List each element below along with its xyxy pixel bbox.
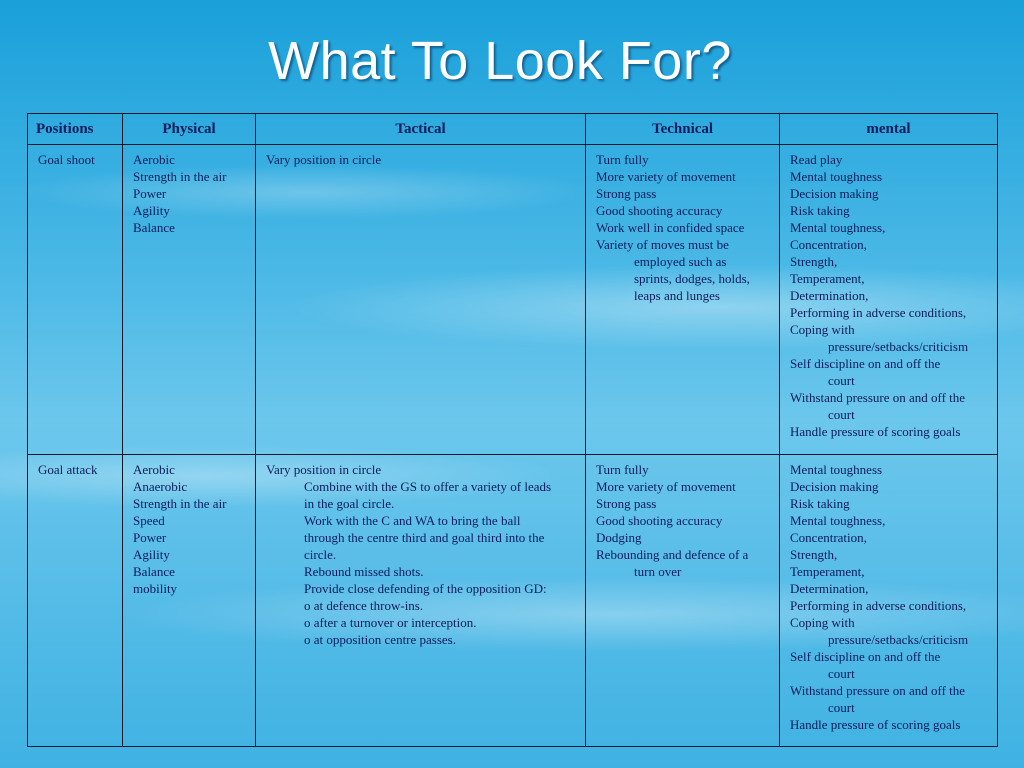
position-cell: Goal attack: [28, 455, 123, 747]
cell-line: Withstand pressure on and off the: [790, 390, 966, 405]
cell-line: court: [828, 407, 855, 422]
table-body: [28, 145, 998, 747]
cell-line: Mental toughness: [790, 169, 883, 184]
cell-line: Dodging: [596, 530, 642, 545]
cell-line: o at opposition centre passes.: [304, 632, 456, 647]
cell-line: Turn fully: [596, 152, 649, 167]
cell-line: Work with the C and WA to bring the ball: [304, 513, 521, 528]
cell-line: Decision making: [790, 186, 879, 201]
cell-line: court: [828, 666, 855, 681]
cell-line: Agility: [133, 547, 170, 562]
slide-title: What To Look For?: [268, 31, 732, 91]
cell-line: Aerobic: [133, 462, 175, 477]
cell-line: Power: [133, 530, 167, 545]
cell-line: Determination,: [790, 581, 869, 596]
cell-line: Strong pass: [596, 496, 657, 511]
cell-line: Strength,: [790, 254, 838, 269]
cell-line: Withstand pressure on and off the: [790, 683, 966, 698]
tactical-cell: [256, 145, 586, 455]
cell-line: Temperament,: [790, 564, 865, 579]
cell-line: employed such as: [634, 254, 727, 269]
technical-cell: [586, 145, 780, 455]
cell-line: sprints, dodges, holds,: [634, 271, 750, 286]
cell-line: Agility: [133, 203, 170, 218]
cell-line: Determination,: [790, 288, 869, 303]
cell-line: More variety of movement: [596, 479, 736, 494]
cell-line: Handle pressure of scoring goals: [790, 424, 961, 439]
cell-line: Variety of moves must be: [596, 237, 729, 252]
cell-line: Rebound missed shots.: [304, 564, 424, 579]
cell-line: Provide close defending of the opposition GD:: [304, 581, 547, 596]
cell-line: Self discipline on and off the: [790, 649, 941, 664]
cell-line: Strength,: [790, 547, 838, 562]
cell-line: mobility: [133, 581, 178, 596]
cell-line: Performing in adverse conditions,: [790, 305, 967, 320]
technical-cell: [586, 455, 780, 747]
cell-line: turn over: [634, 564, 682, 579]
cell-line: court: [828, 373, 855, 388]
cell-line: Turn fully: [596, 462, 649, 477]
cell-line: Combine with the GS to offer a variety of leads: [304, 479, 552, 494]
cell-line: Balance: [133, 564, 175, 579]
positions-table: [27, 113, 998, 747]
cell-line: Good shooting accuracy: [596, 513, 723, 528]
cell-line: Read play: [790, 152, 843, 167]
cell-line: Good shooting accuracy: [596, 203, 723, 218]
cell-line: Decision making: [790, 479, 879, 494]
cell-line: Self discipline on and off the: [790, 356, 941, 371]
mental-cell: [780, 145, 998, 455]
header-mental: mental: [780, 114, 998, 145]
cell-line: Speed: [133, 513, 165, 528]
cell-line: o at defence throw-ins.: [304, 598, 424, 613]
cell-line: Coping with: [790, 615, 855, 630]
cell-line: Strength in the air: [133, 496, 227, 511]
mental-cell: [780, 455, 998, 747]
position-cell: Goal shoot: [28, 145, 123, 455]
cell-line: Mental toughness,: [790, 220, 886, 235]
cell-line: leaps and lunges: [634, 288, 720, 303]
cell-line: Mental toughness,: [790, 513, 886, 528]
cell-line: pressure/setbacks/criticism: [828, 339, 969, 354]
cell-line: Concentration,: [790, 237, 867, 252]
cell-line: Balance: [133, 220, 175, 235]
cell-line: Temperament,: [790, 271, 865, 286]
header-positions: Positions: [28, 114, 123, 145]
physical-cell: [123, 145, 256, 455]
cell-line: Handle pressure of scoring goals: [790, 717, 961, 732]
cell-line: Power: [133, 186, 167, 201]
cell-line: court: [828, 700, 855, 715]
cell-line: Vary position in circle: [266, 462, 382, 477]
cell-line: Concentration,: [790, 530, 867, 545]
cell-line: through the centre third and goal third into the: [304, 530, 545, 545]
cell-line: Risk taking: [790, 203, 850, 218]
cell-line: o after a turnover or interception.: [304, 615, 477, 630]
header-technical: Technical: [586, 114, 780, 145]
cell-line: Anaerobic: [133, 479, 188, 494]
cell-line: Mental toughness: [790, 462, 883, 477]
table-header-row: [28, 114, 998, 145]
cell-line: Strong pass: [596, 186, 657, 201]
cell-line: Performing in adverse conditions,: [790, 598, 967, 613]
cell-line: Vary position in circle: [266, 152, 382, 167]
cell-line: Rebounding and defence of a: [596, 547, 749, 562]
table-row: [28, 455, 998, 747]
cell-line: Work well in confided space: [596, 220, 745, 235]
header-tactical: Tactical: [256, 114, 586, 145]
cell-line: Aerobic: [133, 152, 175, 167]
physical-cell: [123, 455, 256, 747]
cell-line: circle.: [304, 547, 337, 562]
cell-line: More variety of movement: [596, 169, 736, 184]
cell-line: Risk taking: [790, 496, 850, 511]
header-physical: Physical: [123, 114, 256, 145]
cell-line: Coping with: [790, 322, 855, 337]
cell-line: Strength in the air: [133, 169, 227, 184]
cell-line: in the goal circle.: [304, 496, 395, 511]
cell-line: pressure/setbacks/criticism: [828, 632, 969, 647]
table-row: [28, 145, 998, 455]
tactical-cell: [256, 455, 586, 747]
